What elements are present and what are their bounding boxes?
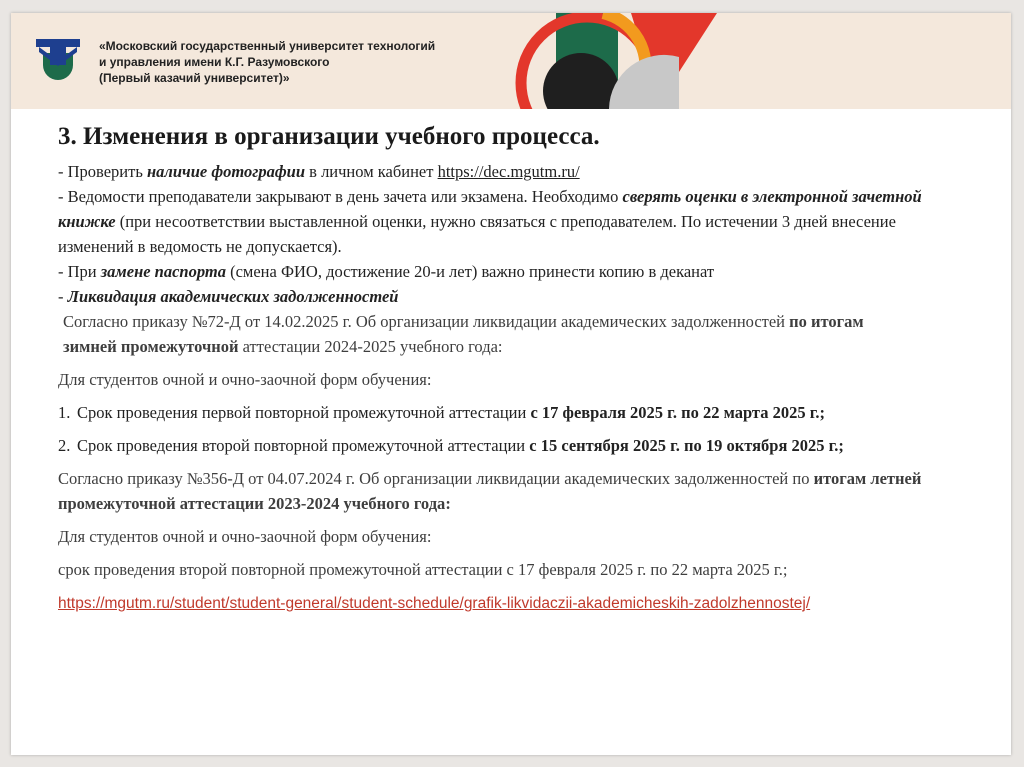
vedomost-item: - Ведомости преподаватели закрывают в день зачета или экзамена. Необходимо сверять оценки в электронной зачетной книжке (при несоответствии выставленной оценки, нужно связаться с преподавателем. По истечении 3 дней внесение изменений в ведомость не допускается).: [58, 187, 922, 256]
liquidation-heading: - Ликвидация академических задолженностей: [58, 287, 399, 306]
list-item: 1. Срок проведения первой повторной промежуточной аттестации с 17 февраля 2025 г. по 22 марта 2025 г.;: [58, 403, 825, 422]
order-72-paragraph: Согласно приказу №72-Д от 14.02.2025 г. Об организации ликвидации академических задолженностей по итогам зимней промежуточной аттестации 2024-2025 учебного года:: [63, 312, 864, 356]
page-title: 3. Изменения в организации учебного процесса.: [58, 123, 600, 150]
schedule-link[interactable]: https://mgutm.ru/student/student-general/student-schedule/grafik-likvidaczii-akademicheskih-zadolzhennostej/: [58, 595, 811, 612]
passport-item: - При замене паспорта (смена ФИО, достижение 20-и лет) важно принести копию в деканат: [58, 262, 715, 281]
order-356-forms: Для студентов очной и очно-заочной форм обучения:: [58, 527, 432, 546]
order-72-terms: [58, 400, 958, 458]
slide: [11, 13, 1011, 755]
decorative-graphic: [481, 13, 721, 109]
order-356-term: срок проведения второй повторной промежуточной аттестации с 17 февраля 2025 г. по 22 марта 2025 г.;: [58, 560, 788, 579]
order-356-paragraph: Согласно приказу №356-Д от 04.07.2024 г. Об организации ликвидации академических задолженностей по итогам летней промежуточной аттестации 2023-2024 учебного года:: [58, 469, 922, 513]
order-72-forms: Для студентов очной и очно-заочной форм обучения:: [58, 370, 432, 389]
main-content: [58, 121, 958, 616]
list-item: 2. Срок проведения второй повторной промежуточной аттестации с 15 сентября 2025 г. по 19 октября 2025 г.;: [58, 436, 844, 455]
organization-name: «Московский государственный университет технологий и управления имени К.Г. Разумовского (Первый казачий университет)»: [99, 39, 436, 85]
header-banner: [11, 13, 1011, 109]
photo-item: - Проверить наличие фотографии в личном кабинет https://dec.mgutm.ru/: [58, 162, 580, 181]
dec-portal-link[interactable]: https://dec.mgutm.ru/: [437, 162, 580, 181]
university-logo-icon: [33, 35, 83, 91]
schedule-link-row: [58, 590, 958, 616]
